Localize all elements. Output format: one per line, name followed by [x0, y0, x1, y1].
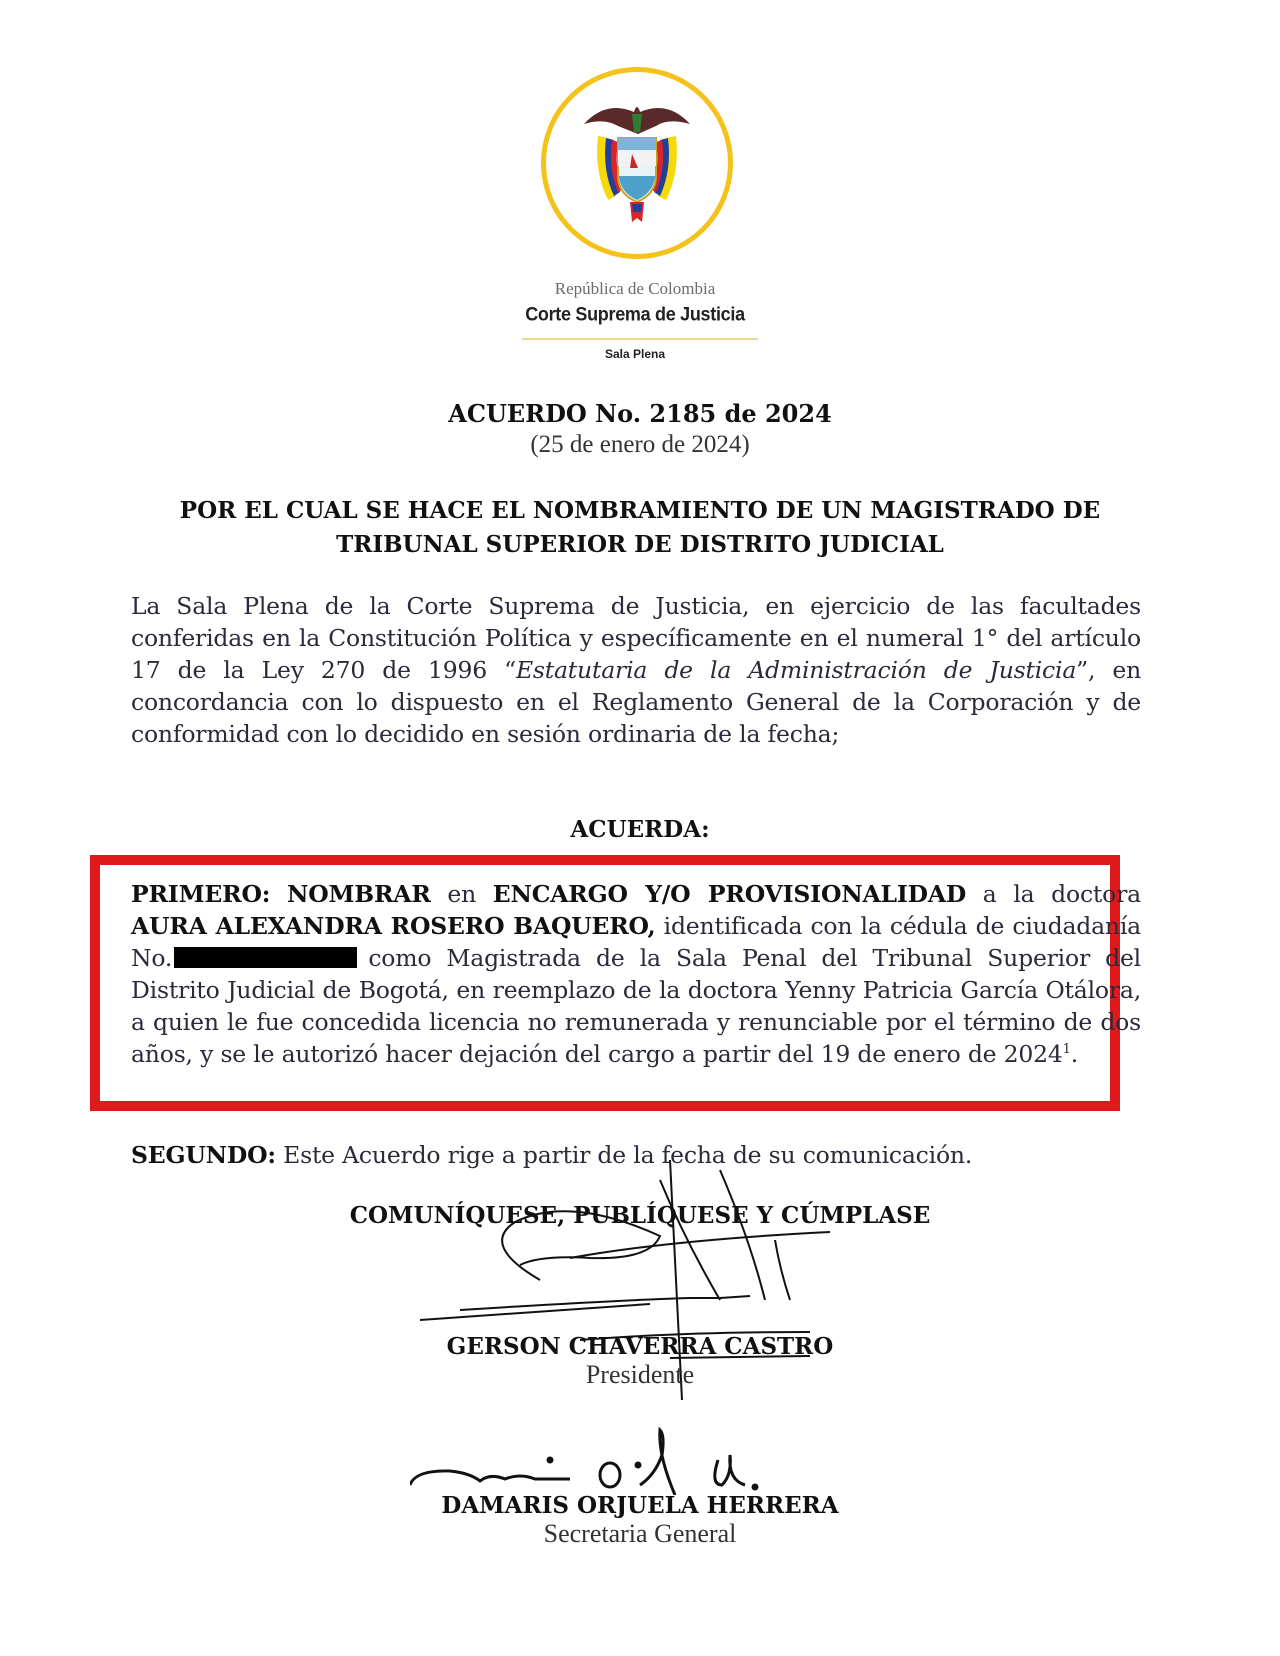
signer-secretary	[0, 1492, 1280, 1549]
act-subject-line-1: POR EL CUAL SE HACE EL NOMBRAMIENTO DE UN MAGISTRADO DE	[179, 497, 1101, 524]
act-date: (25 de enero de 2024)	[530, 431, 750, 458]
act-subject-line-2: TRIBUNAL SUPERIOR DE DISTRITO JUDICIAL	[336, 531, 944, 558]
preamble-text-continued: ”, en concordancia con lo dispuesto en el Reglamento General de la Corporación y de conformidad con lo decidido en sesión ordinaria de la fecha;	[131, 656, 1142, 748]
redacted-id-number	[174, 947, 357, 968]
article-second	[131, 1139, 1141, 1171]
article-first	[131, 878, 1141, 1070]
act-subject	[120, 494, 1160, 562]
preamble-text: La Sala Plena de la Corte Suprema de Justicia, en ejercicio de las facultades conferidas en la Constitución Política y específicamente en el numeral 1° del artículo 17 de la Ley 270 de 1996 “	[131, 592, 1141, 684]
act-title: ACUERDO No. 2185 de 2024	[448, 399, 832, 428]
article-second-label: SEGUNDO:	[131, 1141, 276, 1169]
signer-name: DAMARIS ORJUELA HERRERA	[441, 1492, 839, 1519]
article-text: .	[1070, 1040, 1079, 1068]
appointee-name: AURA ALEXANDRA ROSERO BAQUERO,	[131, 912, 656, 940]
article-text: como Magistrada de la Sala Penal del Tribunal Superior del Distrito Judicial de Bogotá, en reemplazo de la doctora Yenny Patricia García Otálora, a quien le fue concedida licencia no remunerada y renunciable por el término de dos años, y se le autorizó hacer dejación del cargo a partir del 19 de enero de 2024	[131, 944, 1141, 1068]
header-divider	[522, 338, 758, 340]
resolves-heading: ACUERDA:	[570, 816, 710, 843]
signer-role: Secretaria General	[543, 1519, 737, 1548]
secretary-signature-icon	[410, 1415, 770, 1495]
article-first-verb: NOMBRAR	[286, 880, 431, 908]
preamble-law-title: Estatutaria de la Administración de Justicia	[515, 656, 1077, 684]
footnote-marker[interactable]: 1	[1062, 1042, 1071, 1058]
chamber-name: Sala Plena	[604, 347, 666, 361]
signer-role: Presidente	[585, 1360, 695, 1389]
article-text: a la doctora	[966, 880, 1141, 908]
appointment-mode: ENCARGO Y/O PROVISIONALIDAD	[492, 880, 967, 908]
signer-president	[0, 1333, 1280, 1390]
republic-label: República de Colombia	[554, 279, 716, 298]
preamble-paragraph	[131, 590, 1141, 750]
coat-of-arms-icon	[546, 72, 728, 254]
court-name: Corte Suprema de Justicia	[525, 302, 745, 325]
coat-of-arms-seal	[541, 67, 733, 259]
article-text: identificada con la cédula de ciudadanía No.	[131, 912, 1141, 972]
article-first-label: PRIMERO:	[131, 880, 271, 908]
article-second-text: Este Acuerdo rige a partir de la fecha de su comunicación.	[275, 1141, 973, 1169]
closing-formula: COMUNÍQUESE, PUBLÍQUESE Y CÚMPLASE	[349, 1202, 931, 1229]
signer-name: GERSON CHAVERRA CASTRO	[446, 1333, 834, 1360]
article-text: en	[430, 880, 493, 908]
